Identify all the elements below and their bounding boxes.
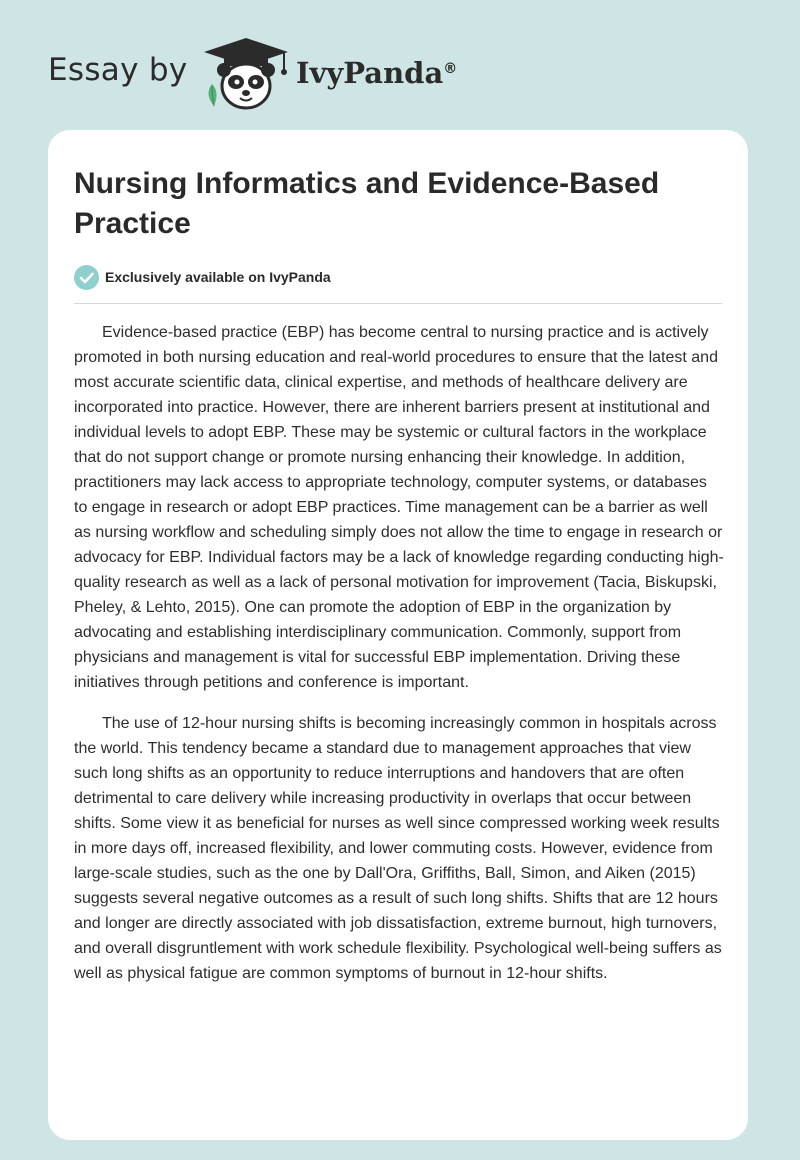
panda-graduate-logo-icon[interactable] xyxy=(200,36,292,112)
registered-mark: ® xyxy=(443,61,458,77)
paragraph: Evidence-based practice (EBP) has become central to nursing practice and is actively promoted in both nursing education and real-world procedures to ensure that the latest and most accurate scientific data, clinical expertise, and methods of healthcare delivery are incorporated into practice. However, there are inherent barriers present at institutional and individual levels to adopt EBP. These may be systemic or cultural factors in the workplace that do not support change or promote nursing enhancing their knowledge. In addition, practitioners may lack access to appropriate technology, computer systems, or databases to engage in research or adopt EBP practices. Time management can be a barrier as well as nursing workflow and scheduling simply does not allow the time to engage in research or advocacy for EBP. Individual factors may be a lack of knowledge regarding conducting high-quality research as well as a lack of personal motivation for improvement (Tacia, Biskupski, Pheley, & Lehto, 2015). One can promote the adoption of EBP in the organization by advocating and establishing interdisciplinary communication. Commonly, support from physicians and management is vital for successful EBP implementation. Driving these initiatives through petitions and conference is important. xyxy=(74,324,724,691)
exclusive-label: Exclusively available on IvyPanda xyxy=(105,269,331,285)
check-circle-icon xyxy=(74,265,99,290)
exclusive-badge xyxy=(74,264,331,290)
brand-name[interactable] xyxy=(296,56,457,90)
brand-name-text: IvyPanda xyxy=(296,56,444,90)
essay-by-label: Essay by xyxy=(48,52,188,88)
page-title: Nursing Informatics and Evidence-Based Practice xyxy=(74,167,660,240)
paragraph: The use of 12-hour nursing shifts is becoming increasingly common in hospitals across the world. This tendency became a standard due to management approaches that view such long shifts as an opportunity to reduce interruptions and handovers that are often detrimental to care delivery while increasing productivity in overlaps that occur between shifts. Some view it as beneficial for nurses as well since compressed working week results in more days off, increased flexibility, and lower commuting costs. However, evidence from large-scale studies, such as the one by Dall'Ora, Griffiths, Ball, Simon, and Aiken (2015) suggests several negative outcomes as a result of such long shifts. Shifts that are 12 hours and longer are directly associated with job dissatisfaction, extreme burnout, high turnovers, and overall disgruntlement with work schedule flexibility. Psychological well-being suffers as well as physical fatigue are common symptoms of burnout in 12-hour shifts. xyxy=(74,715,722,982)
divider xyxy=(74,303,722,304)
article-body xyxy=(74,320,724,1002)
site-header xyxy=(0,0,800,130)
essay-card xyxy=(48,130,748,1140)
